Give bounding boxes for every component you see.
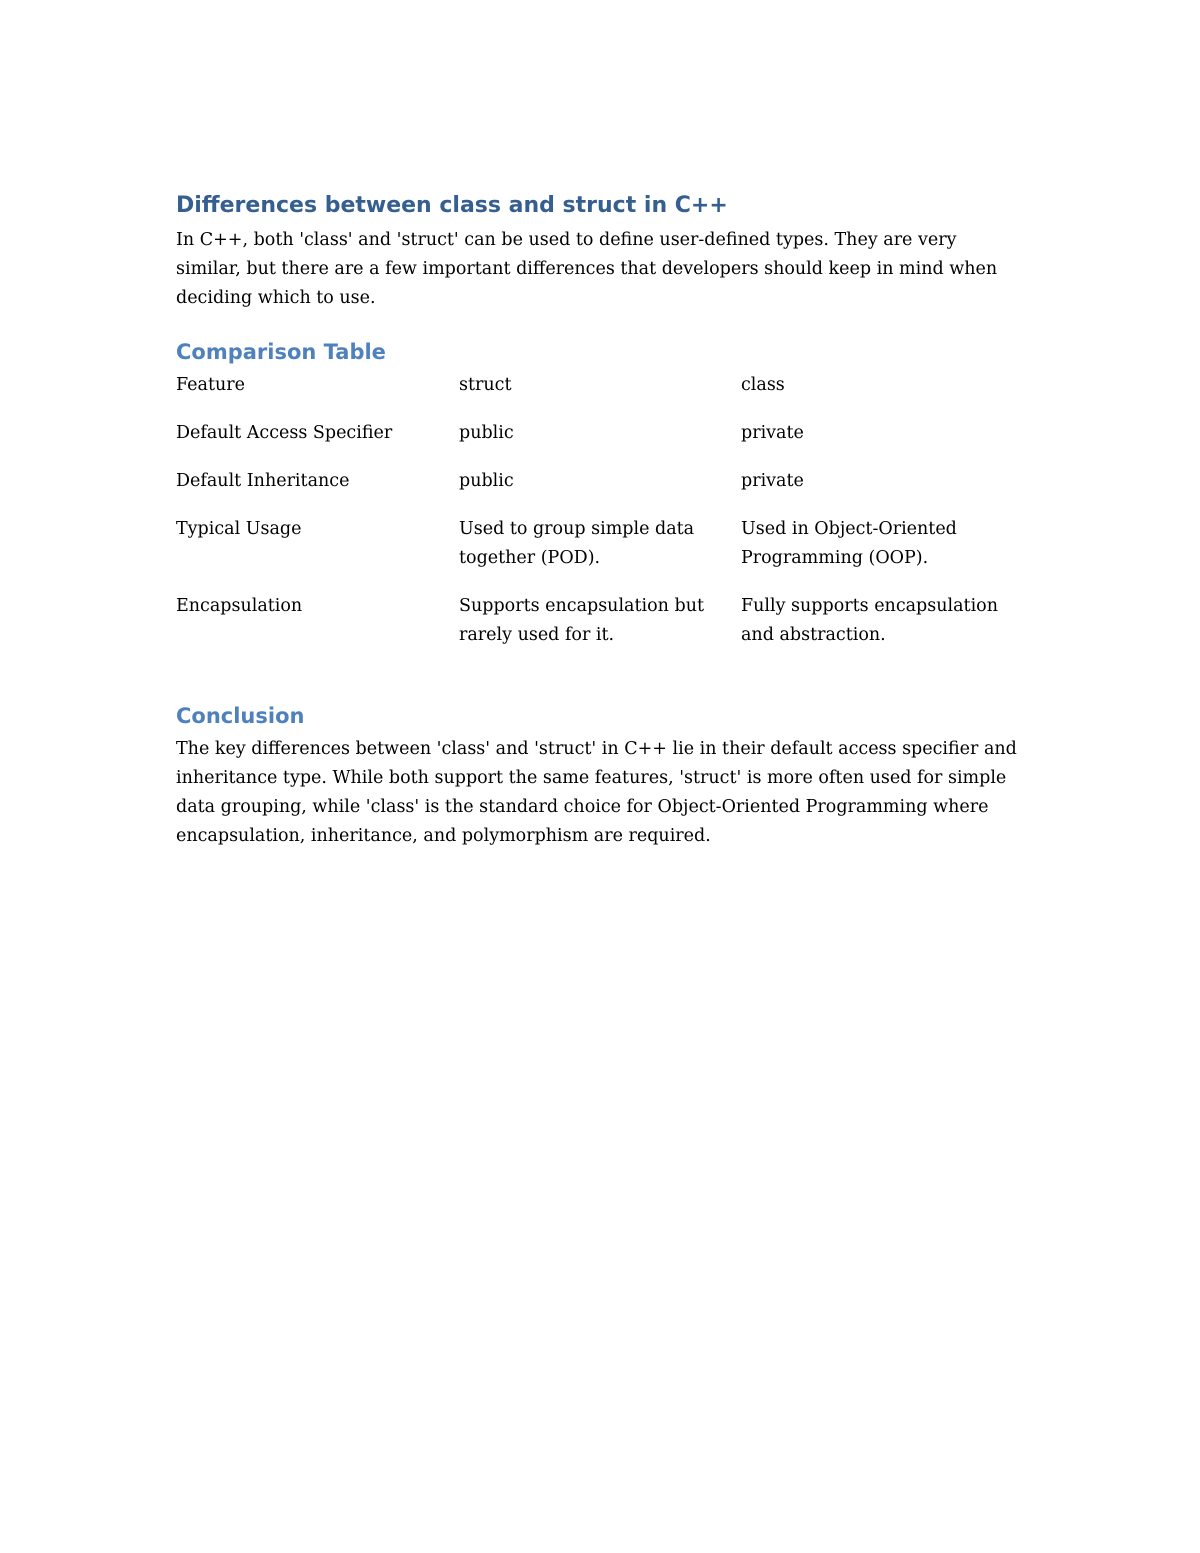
table-row [176,515,1026,592]
table-cell-feature: Typical Usage [176,519,302,539]
table-cell-class: private [741,471,804,491]
header-cell-class: class [741,375,785,395]
conclusion-heading: Conclusion [176,704,305,728]
table-cell-struct: Supports encapsulation but rarely used for it. [459,596,704,645]
document-page [176,190,1026,851]
table-cell-class: Used in Object-Oriented Programming (OOP). [741,519,957,568]
document-title: Differences between class and struct in C++ [176,193,728,218]
table-cell-struct: public [459,423,514,443]
table-header-row [176,371,1026,419]
table-row [176,592,1026,669]
table-cell-class: private [741,423,804,443]
intro-paragraph: In C++, both 'class' and 'struct' can be used to define user-defined types. They are very similar, but there are a few important differences that developers should keep in mind when deciding which to use. [176,230,998,308]
table-cell-class: Fully supports encapsulation and abstraction. [741,596,998,645]
header-cell-feature: Feature [176,375,246,395]
table-cell-struct: Used to group simple data together (POD). [459,519,695,568]
table-cell-feature: Default Inheritance [176,471,350,491]
comparison-table-heading: Comparison Table [176,340,386,364]
header-cell-struct: struct [459,375,512,395]
table-cell-struct: public [459,471,514,491]
table-cell-feature: Default Access Specifier [176,423,393,443]
table-cell-feature: Encapsulation [176,596,303,616]
table-row [176,467,1026,515]
comparison-table [176,371,1026,669]
conclusion-paragraph: The key differences between 'class' and 'struct' in C++ lie in their default access specifier and inheritance type. While both support the same features, 'struct' is more often used for simple data grouping, while 'class' is the standard choice for Object-Oriented Programming where encapsulation, inheritance, and polymorphism are required. [176,739,1017,846]
table-row [176,419,1026,467]
